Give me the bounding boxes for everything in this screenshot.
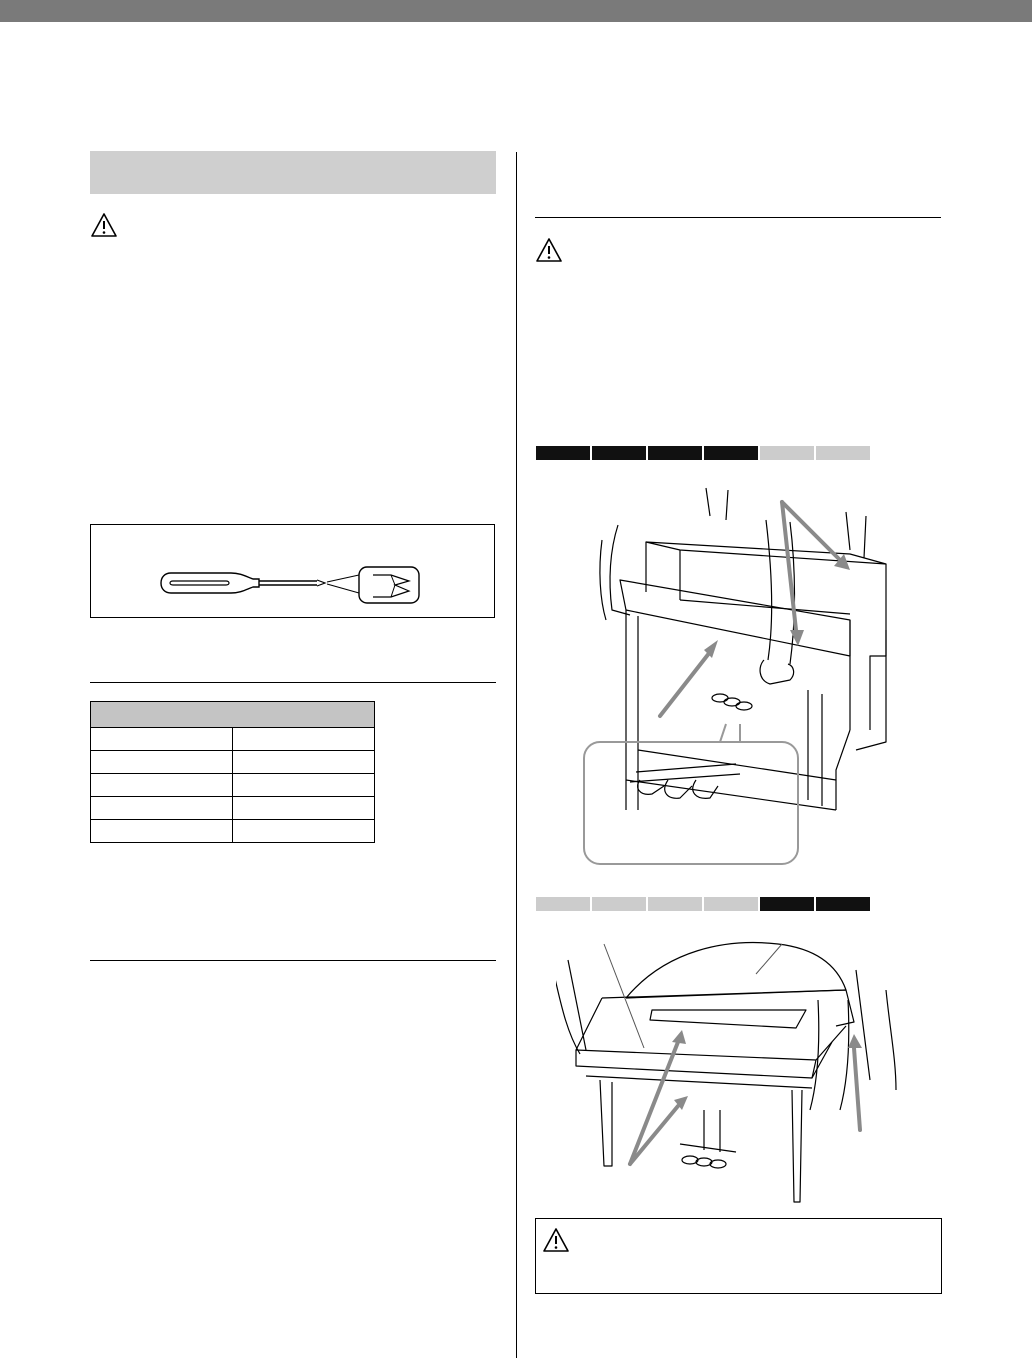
spec-table xyxy=(90,701,375,843)
phillips-screwdriver-icon xyxy=(91,525,494,617)
model-indicator-upper xyxy=(536,446,870,460)
section-header-box xyxy=(90,151,496,194)
divider-right-1 xyxy=(535,217,941,218)
top-band xyxy=(0,0,1032,22)
model-indicator-lower xyxy=(536,897,870,911)
model-chip xyxy=(816,897,870,911)
model-chip xyxy=(704,897,758,911)
model-chip xyxy=(816,446,870,460)
divider-left-2 xyxy=(90,960,496,961)
table-row xyxy=(91,820,375,843)
table-row xyxy=(91,751,375,774)
model-chip xyxy=(592,897,646,911)
warning-triangle-icon xyxy=(535,237,563,263)
table-row xyxy=(91,728,375,751)
spec-table-header xyxy=(91,702,375,728)
model-chip xyxy=(704,446,758,460)
model-chip xyxy=(760,446,814,460)
table-row xyxy=(91,774,375,797)
tool-box xyxy=(90,524,495,618)
column-divider xyxy=(516,152,517,1358)
warning-triangle-icon xyxy=(90,212,118,238)
caution-box xyxy=(535,1218,942,1294)
warning-triangle-icon xyxy=(542,1227,570,1253)
model-chip xyxy=(536,446,590,460)
model-chip xyxy=(536,897,590,911)
model-chip xyxy=(592,446,646,460)
upright-piano-illustration xyxy=(560,480,900,870)
table-row xyxy=(91,797,375,820)
model-chip xyxy=(648,897,702,911)
grand-piano-illustration xyxy=(556,930,906,1210)
model-chip xyxy=(760,897,814,911)
divider-left-1 xyxy=(90,682,496,683)
model-chip xyxy=(648,446,702,460)
